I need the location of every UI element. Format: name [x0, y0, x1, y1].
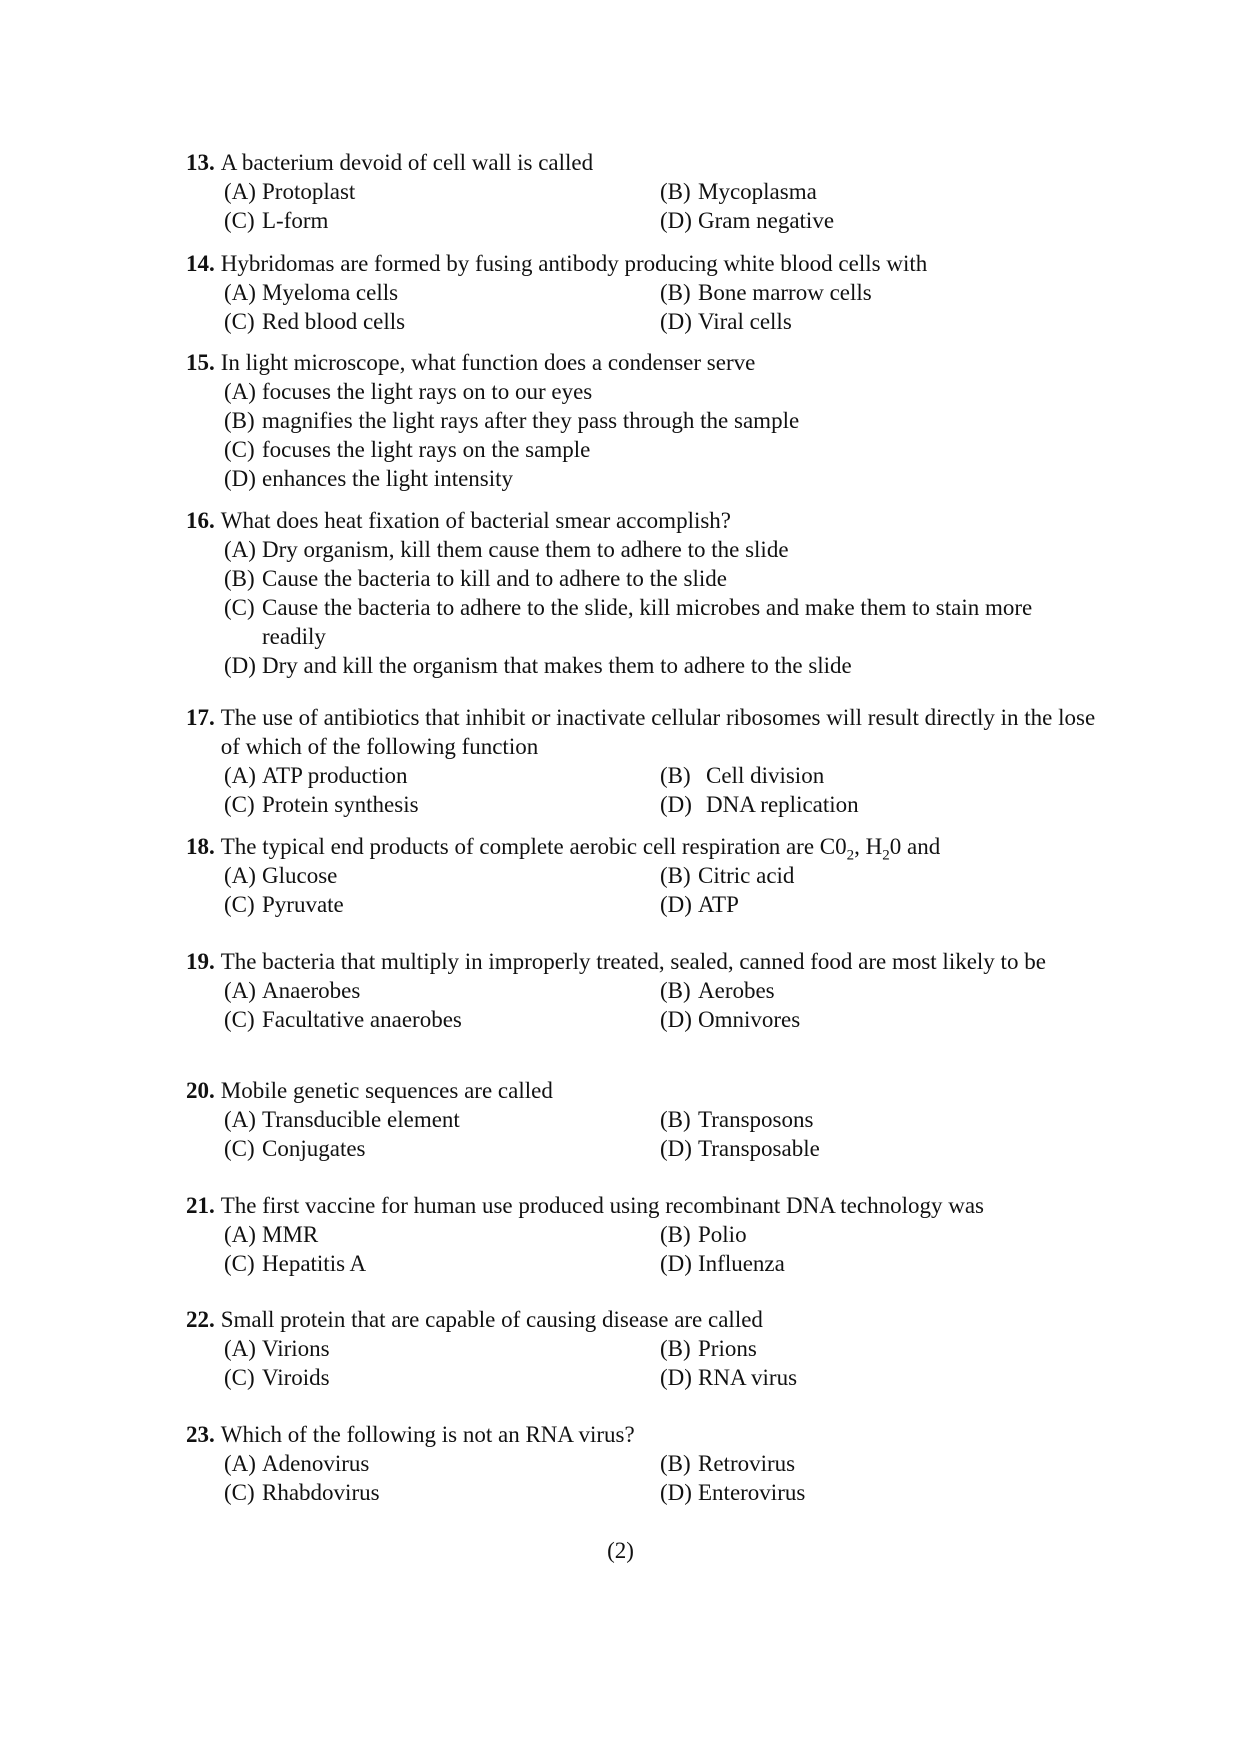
- option-label: (A): [224, 1222, 256, 1247]
- option-text: ATP production: [262, 763, 408, 788]
- option-b: [224, 406, 1096, 435]
- question-number: 16.: [186, 508, 215, 533]
- option-label: (A): [224, 978, 256, 1003]
- option-label: (C): [224, 309, 255, 334]
- option-text: Viroids: [262, 1365, 330, 1390]
- option-b: [660, 861, 1096, 890]
- option-text: Rhabdovirus: [262, 1480, 380, 1505]
- option-d: [660, 1363, 1096, 1392]
- option-text: Dry organism, kill them cause them to adhere to the slide: [262, 537, 789, 562]
- option-text: Retrovirus: [698, 1451, 796, 1476]
- question-20: [186, 1076, 1096, 1163]
- page-number: (2): [607, 1538, 634, 1563]
- option-b: [660, 1449, 1096, 1478]
- option-a: [224, 1105, 660, 1134]
- option-label: (D): [660, 1136, 692, 1161]
- option-c: [224, 890, 660, 919]
- option-text: focuses the light rays on the sample: [262, 437, 591, 462]
- option-c: [224, 790, 660, 819]
- option-label: (B): [660, 763, 691, 788]
- option-b: [224, 564, 1096, 593]
- option-d: [660, 1478, 1096, 1507]
- option-c: [224, 1134, 660, 1163]
- question-number: 23.: [186, 1422, 215, 1447]
- option-text: Adenovirus: [262, 1451, 370, 1476]
- option-text: Viral cells: [698, 309, 792, 334]
- question-22: [186, 1305, 1096, 1392]
- option-d: [660, 1134, 1096, 1163]
- option-c: [224, 1005, 660, 1034]
- question-number: 13.: [186, 150, 215, 175]
- question-text: A bacterium devoid of cell wall is called: [220, 150, 594, 175]
- question-number: 22.: [186, 1307, 215, 1332]
- option-label: (B): [660, 179, 691, 204]
- option-c: [224, 435, 1096, 464]
- option-label: (D): [660, 309, 692, 334]
- option-text: enhances the light intensity: [262, 466, 514, 491]
- question-text: Hybridomas are formed by fusing antibody producing white blood cells with: [220, 251, 928, 276]
- option-c: [224, 1478, 660, 1507]
- option-text: Transposons: [698, 1107, 814, 1132]
- option-label: (A): [224, 537, 256, 562]
- question-text: Mobile genetic sequences are called: [220, 1078, 553, 1103]
- option-text: Protoplast: [262, 179, 356, 204]
- option-d: [224, 464, 1096, 493]
- option-a: [224, 1220, 660, 1249]
- option-label: (B): [660, 280, 691, 305]
- option-text: L-form: [262, 208, 329, 233]
- text-part: The typical end products of complete aerobic cell respiration are C0: [220, 834, 847, 859]
- option-d: [660, 307, 1096, 336]
- question-text: What does heat fixation of bacterial smear accomplish?: [220, 508, 732, 533]
- option-label: (C): [224, 437, 255, 462]
- question-number: 17.: [186, 705, 215, 730]
- option-text: Aerobes: [698, 978, 775, 1003]
- text-part: , H: [854, 834, 883, 859]
- option-text: ATP: [698, 892, 739, 917]
- option-label: (B): [660, 1451, 691, 1476]
- option-label: (B): [224, 408, 255, 433]
- question-19: [186, 947, 1096, 1034]
- option-text: DNA replication: [706, 792, 859, 817]
- option-text: Hepatitis A: [262, 1251, 367, 1276]
- option-c: [224, 206, 660, 235]
- option-text: Facultative anaerobes: [262, 1007, 462, 1032]
- option-label: (C): [224, 1365, 255, 1390]
- option-label: (C): [224, 208, 255, 233]
- option-a: [224, 761, 660, 790]
- option-label: (D): [660, 1251, 692, 1276]
- question-text: The bacteria that multiply in improperly treated, sealed, canned food are most likely to be: [220, 949, 1046, 974]
- option-label: (B): [660, 1107, 691, 1132]
- option-label: (D): [660, 208, 692, 233]
- subscript: 2: [882, 847, 890, 864]
- option-label: (C): [224, 1480, 255, 1505]
- option-text: Cause the bacteria to adhere to the slide, kill microbes and make them to stain more readily: [262, 595, 1033, 649]
- option-label: (D): [660, 892, 692, 917]
- option-text: Omnivores: [698, 1007, 801, 1032]
- question-number: 15.: [186, 350, 215, 375]
- option-b: [660, 177, 1096, 206]
- question-number: 14.: [186, 251, 215, 276]
- question-text: The first vaccine for human use produced using recombinant DNA technology was: [220, 1193, 985, 1218]
- option-text: MMR: [262, 1222, 319, 1247]
- option-text: Dry and kill the organism that makes them to adhere to the slide: [262, 653, 852, 678]
- option-label: (C): [224, 1007, 255, 1032]
- option-text: Transducible element: [262, 1107, 460, 1132]
- option-text: Gram negative: [698, 208, 835, 233]
- option-text: Protein synthesis: [262, 792, 419, 817]
- option-text: Polio: [698, 1222, 747, 1247]
- option-label: (A): [224, 863, 256, 888]
- option-text: Myeloma cells: [262, 280, 399, 305]
- option-a: [224, 278, 660, 307]
- option-text: Anaerobes: [262, 978, 361, 1003]
- option-text: Glucose: [262, 863, 338, 888]
- option-label: (A): [224, 179, 256, 204]
- option-a: [224, 535, 1096, 564]
- option-d: [660, 1005, 1096, 1034]
- question-15: [186, 348, 1096, 493]
- option-label: (C): [224, 892, 255, 917]
- option-label: (C): [224, 792, 255, 817]
- option-label: (A): [224, 763, 256, 788]
- option-c: [224, 307, 660, 336]
- question-21: [186, 1191, 1096, 1278]
- option-label: (D): [660, 1007, 692, 1032]
- option-a: [224, 1449, 660, 1478]
- option-label: (A): [224, 1107, 256, 1132]
- option-label: (A): [224, 1336, 256, 1361]
- option-label: (C): [224, 1251, 255, 1276]
- option-label: (A): [224, 280, 256, 305]
- option-a: [224, 861, 660, 890]
- question-text: [215, 832, 941, 864]
- option-text: Red blood cells: [262, 309, 406, 334]
- option-text: Conjugates: [262, 1136, 366, 1161]
- option-label: (B): [660, 863, 691, 888]
- option-text: Citric acid: [698, 863, 795, 888]
- question-text: Which of the following is not an RNA virus?: [220, 1422, 635, 1447]
- option-text: magnifies the light rays after they pass through the sample: [262, 408, 800, 433]
- subscript: 2: [846, 847, 855, 864]
- text-part: 0 and: [889, 834, 941, 859]
- option-label: (B): [660, 978, 691, 1003]
- question-23: [186, 1420, 1096, 1507]
- option-text: Transposable: [698, 1136, 820, 1161]
- option-text: Prions: [698, 1336, 757, 1361]
- option-label: (B): [660, 1222, 691, 1247]
- option-text: Influenza: [698, 1251, 785, 1276]
- option-label: (B): [224, 566, 255, 591]
- option-c: [224, 593, 1096, 651]
- option-label: (D): [224, 466, 256, 491]
- option-b: [660, 278, 1096, 307]
- question-number: 19.: [186, 949, 215, 974]
- option-label: (B): [660, 1336, 691, 1361]
- option-text: Virions: [262, 1336, 330, 1361]
- option-c: [224, 1363, 660, 1392]
- question-number: 21.: [186, 1193, 215, 1218]
- option-text: RNA virus: [698, 1365, 798, 1390]
- option-label: (A): [224, 379, 256, 404]
- option-text: Bone marrow cells: [698, 280, 872, 305]
- question-number: 18.: [186, 834, 215, 859]
- option-a: [224, 976, 660, 1005]
- option-label: (D): [224, 653, 256, 678]
- question-text: In light microscope, what function does a condenser serve: [220, 350, 756, 375]
- option-text: Pyruvate: [262, 892, 344, 917]
- option-a: [224, 377, 1096, 406]
- option-text: Cause the bacteria to kill and to adhere to the slide: [262, 566, 727, 591]
- option-a: [224, 177, 660, 206]
- question-16: [186, 506, 1096, 680]
- option-label: (D): [660, 1480, 692, 1505]
- option-b: [660, 1105, 1096, 1134]
- question-18: [186, 832, 1096, 919]
- option-label: (C): [224, 1136, 255, 1161]
- option-label: (D): [660, 792, 692, 817]
- option-d: [660, 890, 1096, 919]
- question-14: [186, 249, 1096, 336]
- option-label: (C): [224, 595, 255, 620]
- option-label: (A): [224, 1451, 256, 1476]
- option-text: Cell division: [706, 763, 825, 788]
- question-text: The use of antibiotics that inhibit or inactivate cellular ribosomes will result directly in the lose of which of the following function: [220, 705, 1096, 759]
- option-label: (D): [660, 1365, 692, 1390]
- option-a: [224, 1334, 660, 1363]
- option-b: [660, 1220, 1096, 1249]
- option-d: [660, 206, 1096, 235]
- option-b: [660, 976, 1096, 1005]
- option-text: focuses the light rays on to our eyes: [262, 379, 593, 404]
- question-text: Small protein that are capable of causing disease are called: [220, 1307, 763, 1332]
- question-13: [186, 148, 1096, 235]
- option-d: [660, 1249, 1096, 1278]
- option-b: [660, 1334, 1096, 1363]
- option-text: Enterovirus: [698, 1480, 806, 1505]
- question-17: [186, 703, 1096, 819]
- option-b: [660, 761, 1096, 790]
- question-number: 20.: [186, 1078, 215, 1103]
- option-d: [660, 790, 1096, 819]
- option-d: [224, 651, 1096, 680]
- option-c: [224, 1249, 660, 1278]
- option-text: Mycoplasma: [698, 179, 817, 204]
